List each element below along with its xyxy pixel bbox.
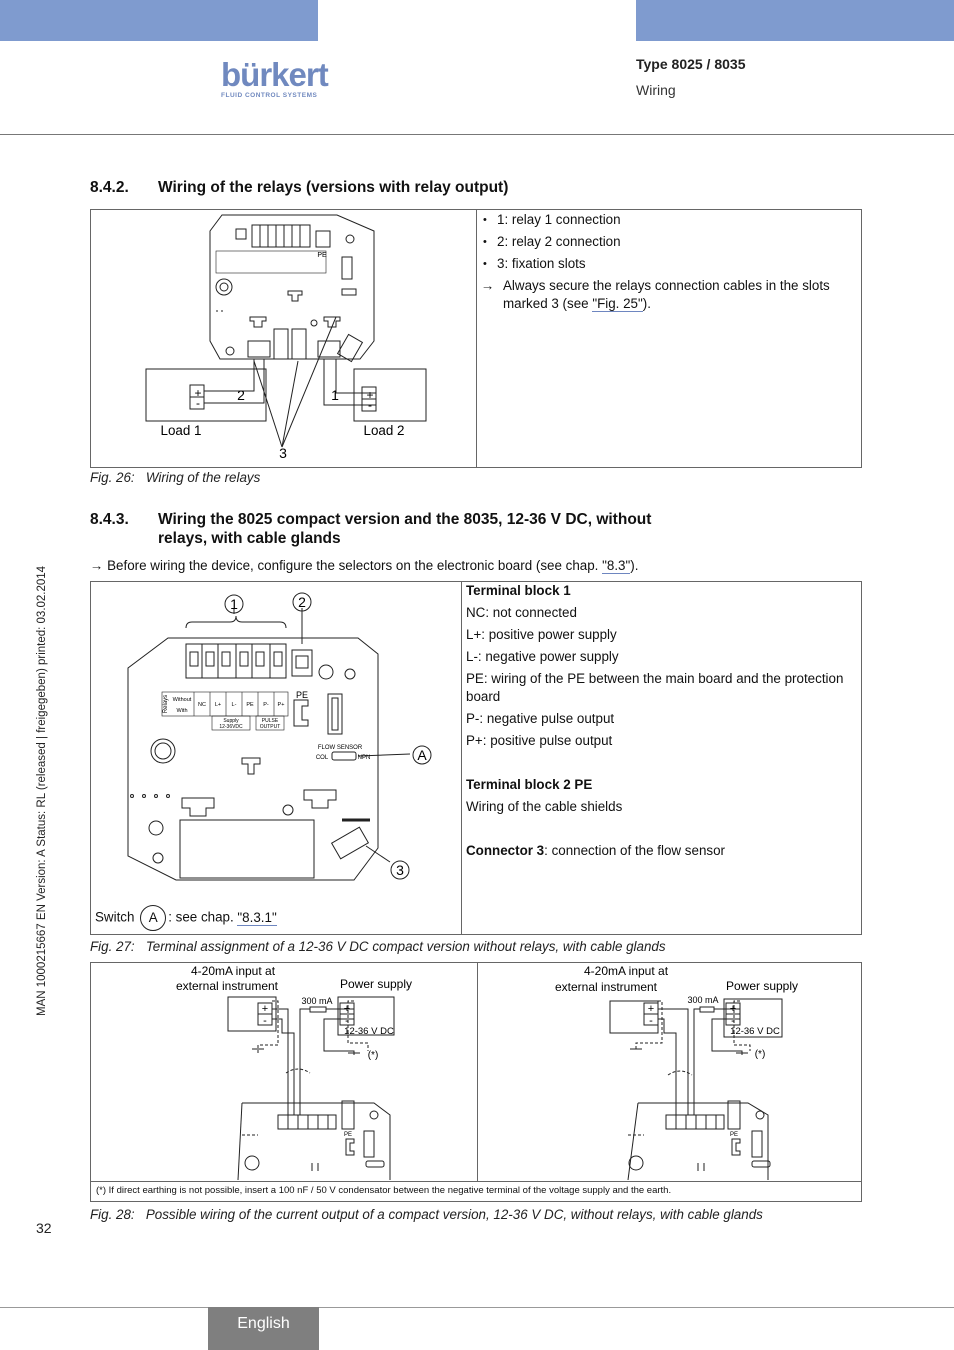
earthing-star: (*): [367, 1050, 379, 1061]
terminal-item-pe: PE: wiring of the PE between the main board and the protection board: [466, 671, 844, 704]
board-pe: PE: [343, 1132, 353, 1138]
header-band-left: [0, 0, 318, 41]
input-label-line1: 4-20mA input at: [190, 964, 276, 978]
load1-label: Load 1: [160, 423, 202, 438]
load1-plus-label: +: [194, 386, 202, 400]
load2-label: Load 2: [363, 423, 405, 438]
link-chap-8-3[interactable]: "8.3": [602, 558, 631, 573]
input-minus: -: [263, 1015, 267, 1027]
supply-minus-right: -: [731, 1015, 735, 1027]
callout-2: 2: [298, 594, 306, 610]
col-label: COL: [315, 755, 329, 761]
input-plus: +: [261, 1003, 269, 1015]
terminal-item-nc: NC: not connected: [466, 605, 577, 620]
output-label: OUTPUT: [259, 724, 281, 730]
bullet-relay2: • 2: relay 2 connection: [481, 233, 855, 251]
terminal-block2-text: Wiring of the cable shields: [466, 799, 623, 814]
link-fig-25[interactable]: "Fig. 25": [592, 296, 643, 311]
with-label: With: [176, 708, 188, 714]
voltage-label-right: 12-36 V DC: [730, 1026, 780, 1037]
power-supply-label-right: Power supply: [725, 979, 799, 993]
intro-text: Before wiring the device, configure the selectors on the electronic board (see chap.: [107, 558, 603, 573]
terminal-item-lminus: L-: negative power supply: [466, 649, 619, 664]
relay-table-divider: [476, 209, 477, 468]
link-chap-8-3-1[interactable]: "8.3.1": [237, 909, 277, 925]
terminal-item-pminus: P-: negative pulse output: [466, 711, 615, 726]
section-842-title: Wiring of the relays (versions with relay output): [158, 179, 509, 196]
relay-note-text: Always secure the relays connection cables in the slots marked 3 (see: [503, 278, 830, 311]
current-output-diagram-right: [478, 963, 860, 1180]
bullet-relay1: • 1: relay 1 connection: [481, 211, 855, 229]
callout-3: 3: [396, 862, 404, 878]
npn-label: NPN: [357, 755, 371, 761]
switch-post: : see chap.: [168, 909, 238, 925]
relay-pe-label: PE: [317, 252, 327, 259]
callout-a: A: [417, 747, 427, 763]
fig28-footnote-rule: [90, 1181, 862, 1182]
lplus-label: L+: [214, 702, 222, 708]
relay-arrow-note: [481, 277, 855, 313]
lminus-label: L-: [231, 702, 237, 708]
nc-label: NC: [198, 702, 206, 708]
section-843-intro: [90, 557, 860, 575]
current-output-diagram-left: [92, 963, 476, 1180]
fig28-footnote: (*) If direct earthing is not possible, insert a 100 nF / 50 V condensator between the negative terminal of the voltage supply and the earth.: [96, 1185, 672, 1196]
page-number: 32: [36, 1220, 52, 1236]
switch-pre: Switch: [95, 909, 135, 925]
fixation-slot-number: 3: [279, 445, 287, 461]
document-metadata-vertical: MAN 1000215667 EN Version: A Status: RL (released | freigegeben) printed: 03.02.2014: [36, 565, 48, 1016]
switch-a-letter: A: [148, 910, 158, 925]
pulse-label: PULSE: [261, 718, 279, 724]
input-plus-right: +: [647, 1003, 655, 1015]
terminal-block1-title: Terminal block 1: [466, 583, 571, 598]
connector3-line: [466, 842, 858, 860]
pplus-label: P+: [277, 702, 285, 708]
switch-note: [95, 905, 277, 931]
current-label-right: 300 mA: [687, 995, 719, 1005]
relay-bullets: [481, 211, 855, 273]
logo-wordmark: bürkert: [221, 56, 328, 93]
terminal-legend: [466, 582, 858, 860]
terminal-table-divider: [461, 581, 462, 935]
intro-end: ).: [630, 558, 639, 573]
bullet-fixation: • 3: fixation slots: [481, 255, 855, 273]
relay2-number: 2: [237, 387, 245, 403]
without-label: Without: [172, 697, 192, 703]
section-843-title-line2: relays, with cable glands: [158, 530, 341, 547]
relay1-number: 1: [331, 387, 339, 403]
switch-a-circle: [140, 905, 166, 931]
relay-note-end: ).: [642, 296, 651, 311]
footer-divider: [0, 1307, 954, 1308]
fig26-caption: Fig. 26: Wiring of the relays: [90, 470, 261, 485]
input-minus-right: -: [649, 1015, 653, 1027]
load2-plus-label: +: [366, 388, 374, 402]
current-label: 300 mA: [301, 996, 333, 1006]
document-section: Wiring: [636, 82, 676, 98]
load2-minus-label: -: [368, 398, 372, 412]
terminal-item-pplus: P+: positive pulse output: [466, 733, 613, 748]
language-tab[interactable]: English: [208, 1307, 319, 1350]
input-label-line1-right: 4-20mA input at: [583, 964, 669, 978]
fig27-caption: Fig. 27: Terminal assignment of a 12-36 V DC compact version without relays, with cable glands: [90, 939, 666, 954]
load1-minus-label: -: [196, 396, 200, 410]
supply-plus-right: +: [729, 1003, 737, 1015]
document-type: Type 8025 / 8035: [636, 56, 746, 72]
relays-label: Relays: [163, 694, 169, 714]
logo-tagline: FLUID CONTROL SYSTEMS: [221, 92, 318, 99]
pe-label: PE: [295, 690, 309, 700]
terminal-item-lplus: L+: positive power supply: [466, 627, 617, 642]
header-band-right: [636, 0, 954, 41]
supply-range-label: 12-36VDC: [219, 724, 243, 730]
earthing-star-right: (*): [754, 1049, 766, 1060]
supply-label: Supply: [223, 718, 239, 724]
fig28-caption: Fig. 28: Possible wiring of the current output of a compact version, 12-36 V DC, without relays, with cable glands: [90, 1207, 763, 1222]
board-pe-right: PE: [729, 1132, 739, 1138]
callout-1: 1: [230, 596, 238, 612]
input-label-line2-right: external instrument: [554, 980, 658, 994]
voltage-label: 12-36 V DC: [344, 1026, 394, 1037]
terminal-block2-title: Terminal block 2 PE: [466, 777, 593, 792]
brand-logo: [221, 56, 328, 99]
relay-wiring-diagram: [92, 211, 474, 466]
connector3-title: Connector 3: [466, 843, 545, 858]
section-843-title-line1: Wiring the 8025 compact version and the 8035, 12-36 V DC, without: [158, 511, 652, 528]
terminal-board-diagram: [96, 588, 456, 904]
arrow-icon: →: [481, 278, 495, 293]
flow-sensor-label: FLOW SENSOR: [317, 745, 363, 751]
section-842-number: 8.4.2.: [90, 179, 129, 196]
pe-small-label: PE: [246, 702, 254, 708]
connector3-text: : connection of the flow sensor: [544, 843, 726, 858]
arrow-icon: →: [90, 558, 104, 573]
input-label-line2: external instrument: [175, 979, 279, 993]
supply-minus: -: [345, 1015, 349, 1027]
supply-plus: +: [343, 1003, 351, 1015]
header-divider: [0, 134, 954, 135]
pminus-label: P-: [263, 702, 269, 708]
power-supply-label: Power supply: [339, 977, 413, 991]
section-843-number: 8.4.3.: [90, 511, 129, 528]
relay-legend: [481, 211, 855, 313]
